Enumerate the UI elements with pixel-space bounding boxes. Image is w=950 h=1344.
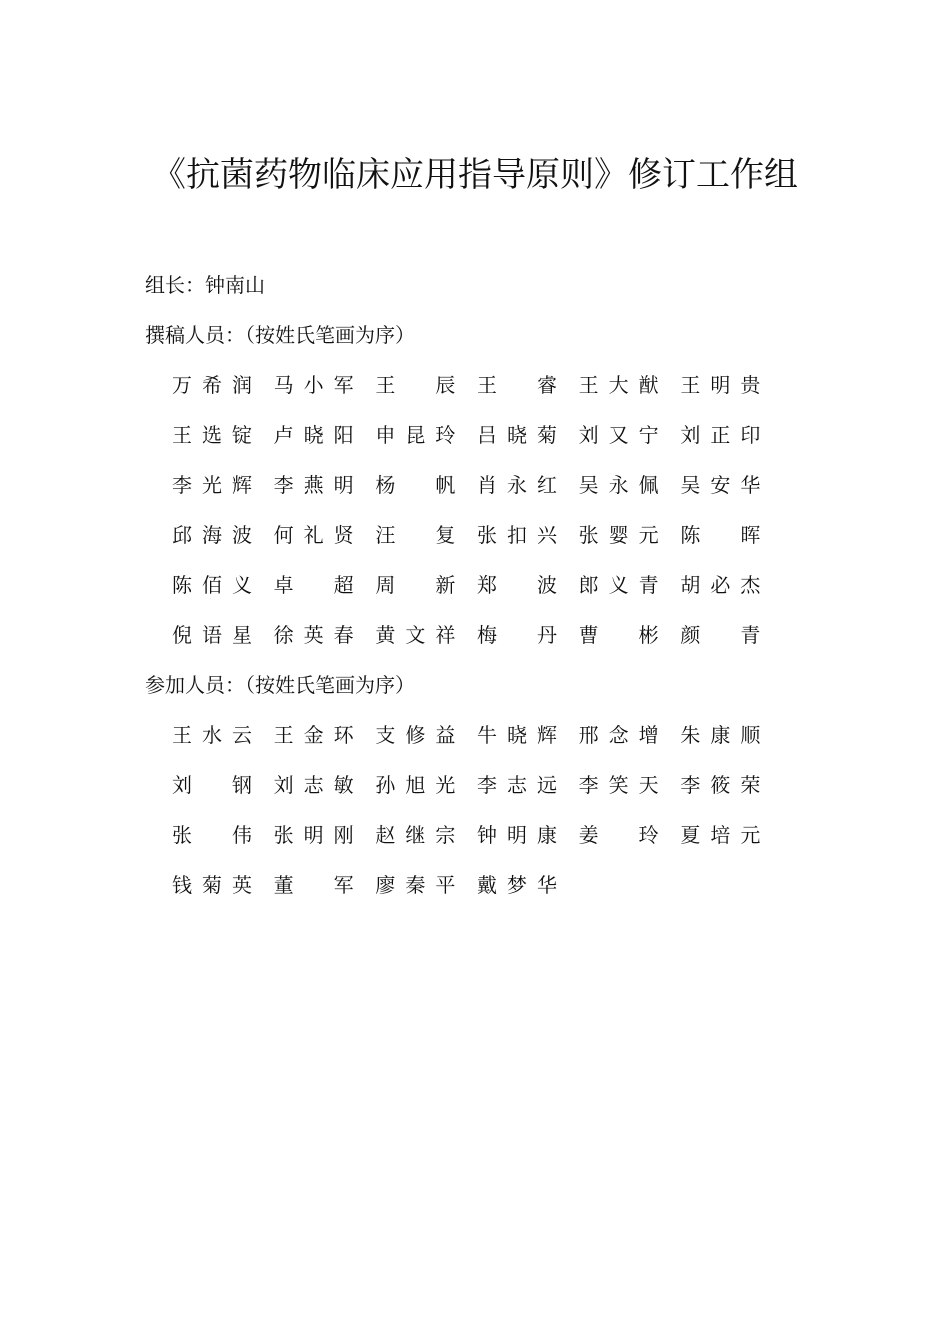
drafter-name: 颜 青 <box>680 623 761 647</box>
participant-name: 刘 钢 <box>172 773 252 797</box>
drafter-name: 汪 复 <box>375 523 456 547</box>
drafter-name: 申 昆 玲 <box>375 423 456 447</box>
participant-row <box>172 720 782 750</box>
drafter-name: 何 礼 贤 <box>273 523 354 547</box>
page-title: 《抗菌药物临床应用指导原则》修订工作组 <box>152 155 798 195</box>
drafter-row <box>172 520 782 550</box>
drafter-name: 杨 帆 <box>375 473 456 497</box>
participant-row <box>172 870 782 900</box>
drafter-name: 王 辰 <box>375 373 456 397</box>
participant-name: 李 志 远 <box>476 773 557 797</box>
drafter-name: 倪 语 星 <box>172 623 252 647</box>
drafter-row <box>172 370 782 400</box>
participant-name: 孙 旭 光 <box>375 773 456 797</box>
participant-name: 赵 继 宗 <box>375 823 456 847</box>
drafter-name: 刘 又 宁 <box>578 423 659 447</box>
participant-name: 王 金 环 <box>273 723 354 747</box>
group-leader: 组长：钟南山 <box>145 273 265 297</box>
drafter-name: 卓 超 <box>273 573 354 597</box>
drafter-name: 王 睿 <box>476 373 557 397</box>
participant-name: 姜 玲 <box>578 823 659 847</box>
participant-name: 邢 念 增 <box>578 723 659 747</box>
drafter-name: 王 选 锭 <box>172 423 252 447</box>
participant-name: 钱 菊 英 <box>172 873 252 897</box>
drafter-name: 陈 佰 义 <box>172 573 252 597</box>
participant-name: 王 水 云 <box>172 723 252 747</box>
drafter-name: 王 明 贵 <box>680 373 761 397</box>
drafter-name: 周 新 <box>375 573 456 597</box>
drafter-row <box>172 570 782 600</box>
drafter-name: 张 扣 兴 <box>476 523 557 547</box>
participant-name: 张 伟 <box>172 823 252 847</box>
drafter-name: 郑 波 <box>476 573 557 597</box>
drafter-row <box>172 420 782 450</box>
drafter-name: 马 小 军 <box>273 373 354 397</box>
participant-name: 李 笑 天 <box>578 773 659 797</box>
drafter-name: 郎 义 青 <box>578 573 659 597</box>
participant-row <box>172 820 782 850</box>
participant-row <box>172 770 782 800</box>
participants-heading: 参加人员：（按姓氏笔画为序） <box>145 673 415 697</box>
participant-name: 朱 康 顺 <box>680 723 761 747</box>
drafter-name: 邱 海 波 <box>172 523 252 547</box>
participant-name: 戴 梦 华 <box>476 873 557 897</box>
participant-name: 张 明 刚 <box>273 823 354 847</box>
drafters-heading: 撰稿人员：（按姓氏笔画为序） <box>145 323 415 347</box>
participant-name: 牛 晓 辉 <box>476 723 557 747</box>
participant-name: 廖 秦 平 <box>375 873 456 897</box>
participant-name: 夏 培 元 <box>680 823 761 847</box>
drafter-name: 张 婴 元 <box>578 523 659 547</box>
drafter-name: 梅 丹 <box>476 623 557 647</box>
drafter-row <box>172 620 782 650</box>
drafter-row <box>172 470 782 500</box>
drafter-name: 吴 安 华 <box>680 473 761 497</box>
drafter-name: 卢 晓 阳 <box>273 423 354 447</box>
drafter-name: 吕 晓 菊 <box>476 423 557 447</box>
participant-name: 刘 志 敏 <box>273 773 354 797</box>
drafter-name: 王 大 猷 <box>578 373 659 397</box>
drafter-name: 胡 必 杰 <box>680 573 761 597</box>
participant-name: 支 修 益 <box>375 723 456 747</box>
drafter-name: 徐 英 春 <box>273 623 354 647</box>
drafter-name: 李 光 辉 <box>172 473 252 497</box>
drafter-name: 陈 晖 <box>680 523 761 547</box>
drafter-name: 李 燕 明 <box>273 473 354 497</box>
drafter-name: 黄 文 祥 <box>375 623 456 647</box>
participant-name: 钟 明 康 <box>476 823 557 847</box>
drafter-name: 曹 彬 <box>578 623 659 647</box>
drafter-name: 刘 正 印 <box>680 423 761 447</box>
participant-name: 李 筱 荣 <box>680 773 761 797</box>
drafter-name: 肖 永 红 <box>476 473 557 497</box>
drafter-name: 万 希 润 <box>172 373 252 397</box>
drafter-name: 吴 永 佩 <box>578 473 659 497</box>
participant-name: 董 军 <box>273 873 354 897</box>
